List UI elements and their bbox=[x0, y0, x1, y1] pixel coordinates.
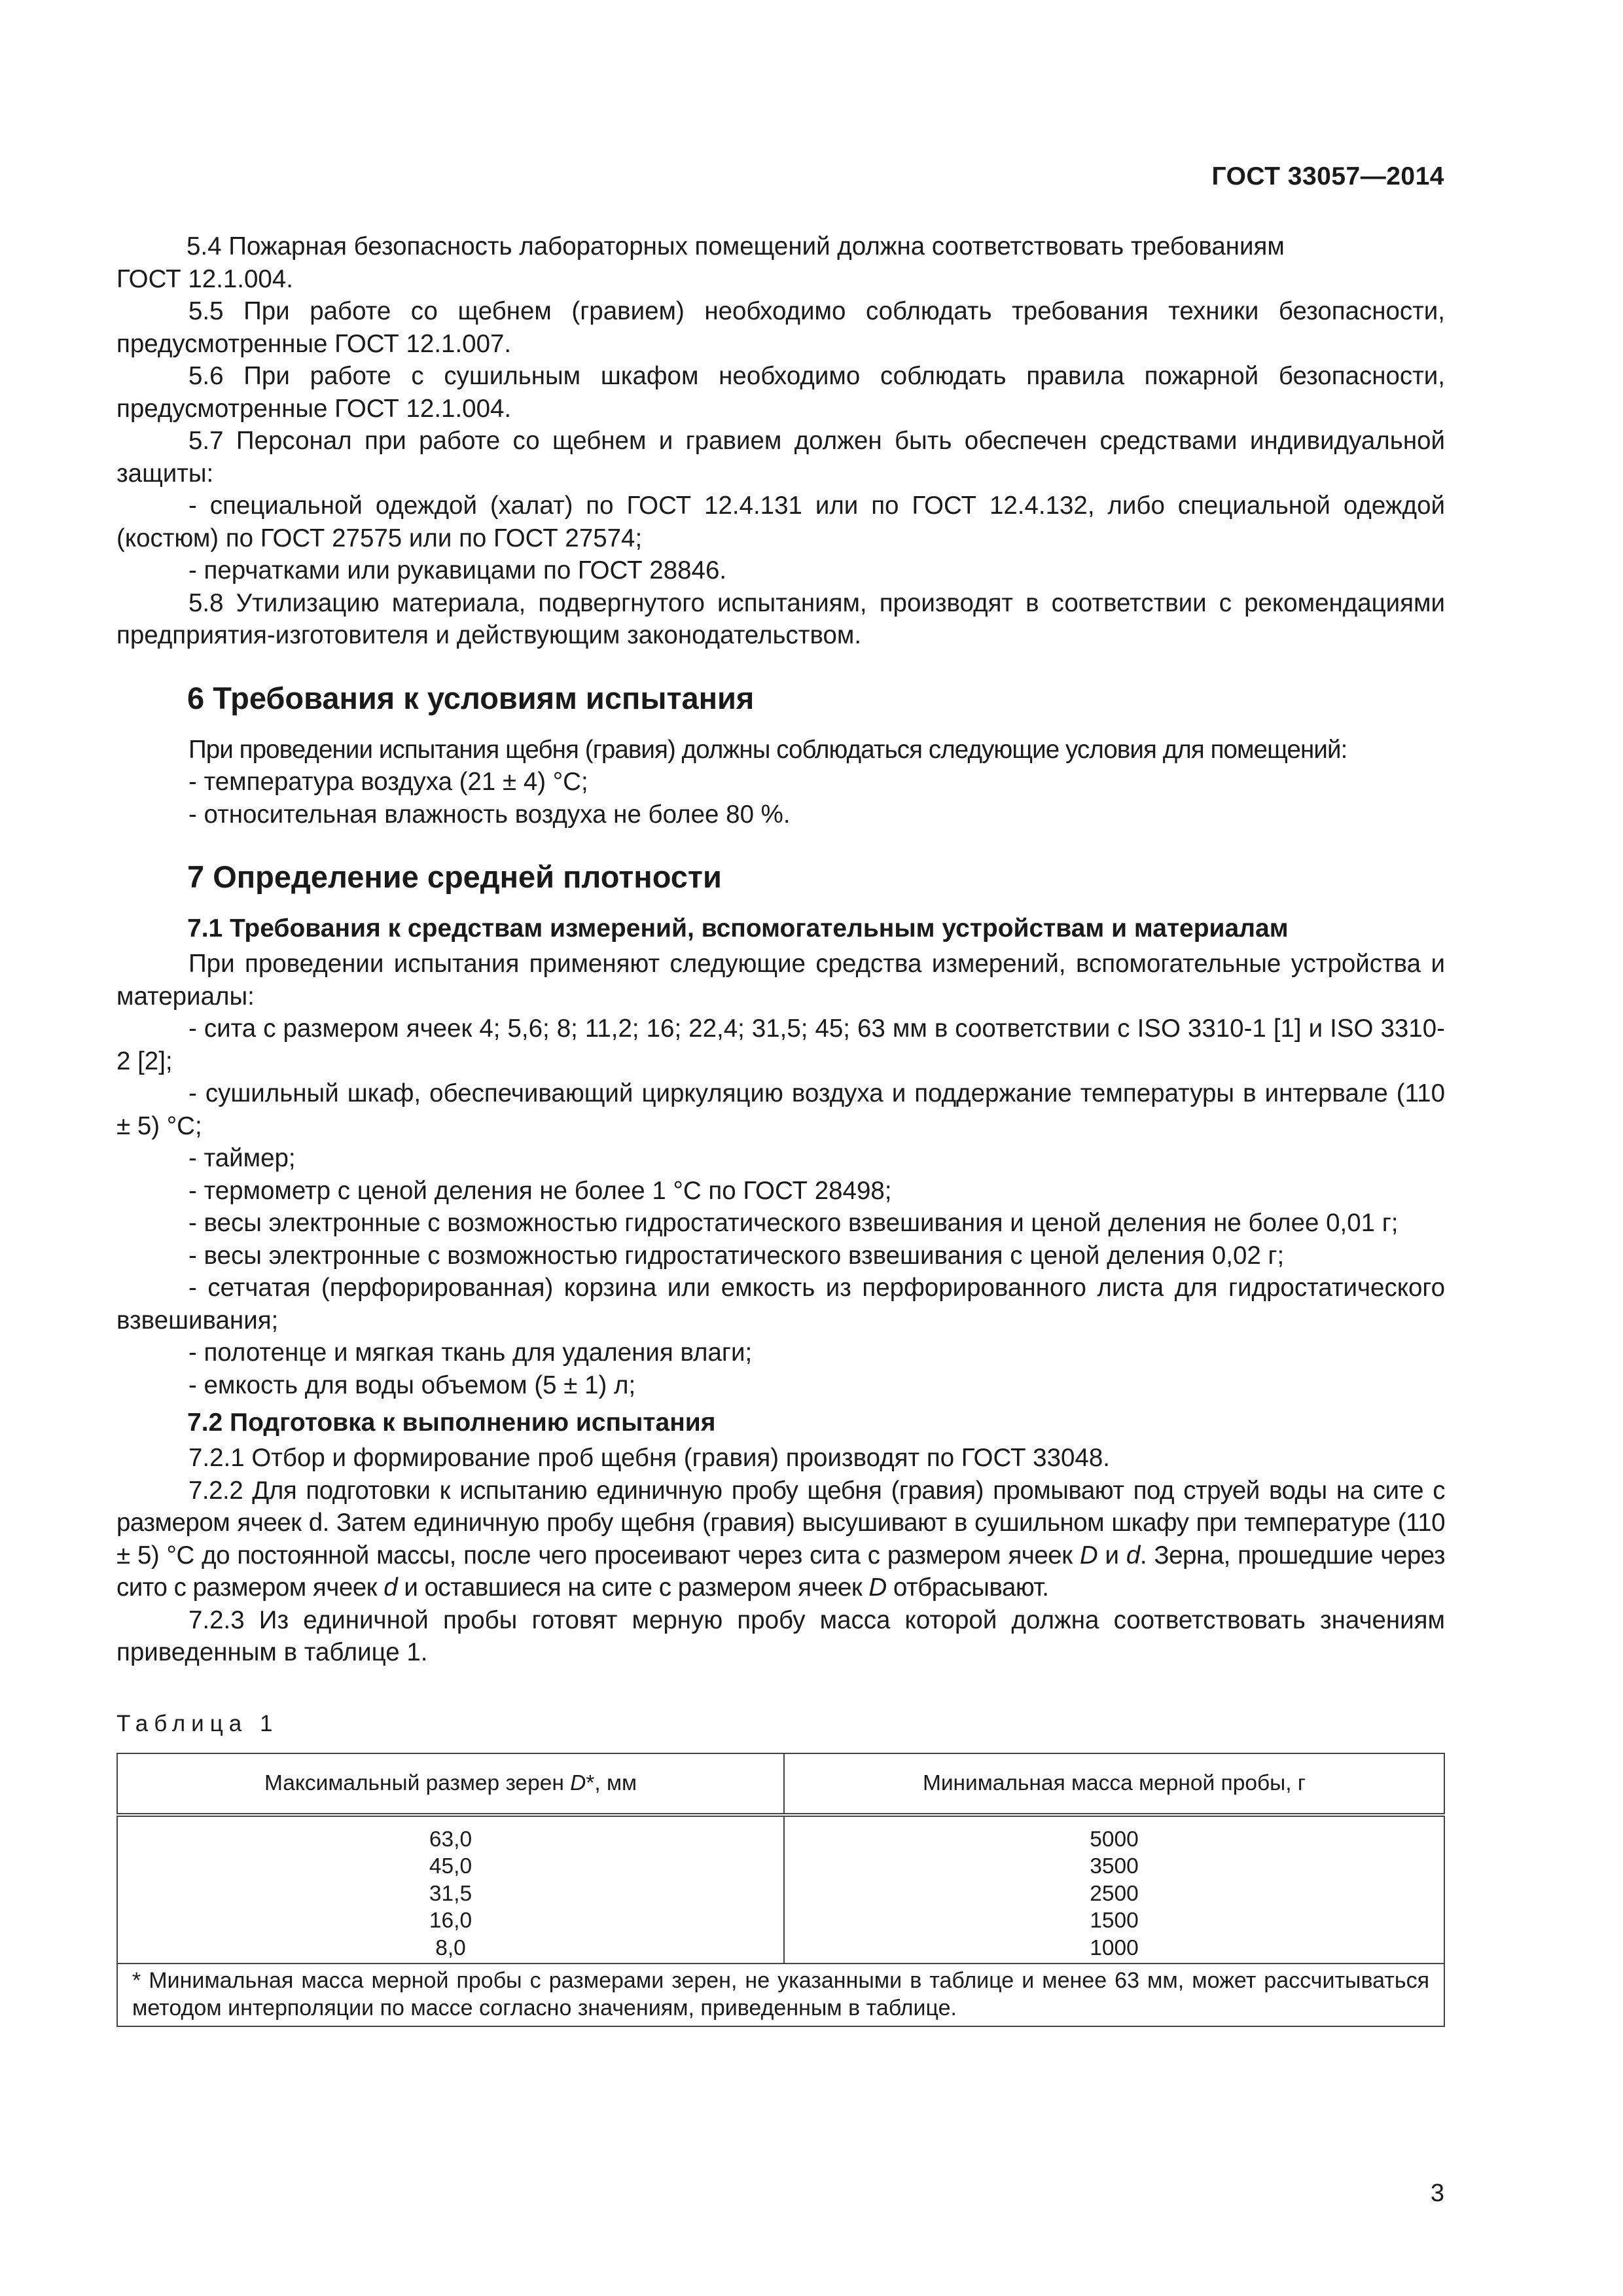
paragraph-5-4: 5.4 Пожарная безопасность лабораторных помещений должна соответствовать требованиям ГОСТ 12.1.004. bbox=[116, 232, 1285, 293]
table-caption: Таблица 1 bbox=[116, 1710, 279, 1736]
table-1 bbox=[116, 1753, 1445, 2028]
list-item-timer: - таймер; bbox=[188, 1144, 296, 1172]
list-item-basket: - сетчатая (перфорированная) корзина или емкость из перфорированного листа для гидростатического взвешивания; bbox=[116, 1274, 1445, 1335]
list-item-scales-002: - весы электронные с возможностью гидростатического взвешивания с ценой деления 0,02 г; bbox=[188, 1241, 1285, 1270]
section-7-2-heading: 7.2 Подготовка к выполнению испытания bbox=[187, 1408, 716, 1437]
page-number: 3 bbox=[1430, 2179, 1444, 2207]
table-cell: 8,0 bbox=[435, 1935, 466, 1960]
table-header-max-grain-size: Максимальный размер зерен D*, мм bbox=[117, 1753, 784, 1815]
section-7-heading: 7 Определение средней плотности bbox=[187, 859, 722, 894]
table-cell: 31,5 bbox=[429, 1881, 473, 1906]
table-cell: 45,0 bbox=[429, 1854, 473, 1878]
section-6-heading: 6 Требования к условиям испытания bbox=[187, 680, 755, 715]
paragraph-7-2-2: 7.2.2 Для подготовки к испытанию единичную пробу щебня (гравия) промывают под струей воды на сите с размером ячеек d. Затем единичную пробу щебня (гравия) высушивают в сушильном шкафу при температуре (110 ± 5) °C до постоянной массы, после чего просеивают через сита с размером ячеек D и d. Зерна, прошедшие через сито с размером ячеек d и оставшиеся на сите с размером ячеек D отбрасывают. bbox=[116, 1476, 1445, 1602]
paragraph-5-5: 5.5 При работе со щебнем (гравием) необходимо соблюдать требования техники безопасности, предусмотренные ГОСТ 12.1.007. bbox=[116, 297, 1445, 358]
list-item-clothing: - специальной одеждой (халат) по ГОСТ 12.4.131 или по ГОСТ 12.4.132, либо специальной одеждой (костюм) по ГОСТ 27575 или по ГОСТ 27574; bbox=[116, 492, 1445, 552]
page-content bbox=[116, 230, 1445, 2027]
list-item-temperature: - температура воздуха (21 ± 4) °C; bbox=[188, 768, 588, 796]
list-item-gloves: - перчатками или рукавицами по ГОСТ 28846. bbox=[188, 556, 727, 584]
section-6-intro: При проведении испытания щебня (гравия) должны соблюдаться следующие условия для помещений: bbox=[188, 735, 1347, 764]
table-footnote-row bbox=[117, 1964, 1444, 2026]
list-item-towel: - полотенце и мягкая ткань для удаления влаги; bbox=[188, 1338, 753, 1367]
table-cell: 16,0 bbox=[429, 1909, 473, 1933]
sample-mass-column bbox=[784, 1815, 1444, 1964]
paragraph-7-2-3: 7.2.3 Из единичной пробы готовят мерную пробу масса которой должна соответствовать значениям приведенным в таблице 1. bbox=[116, 1605, 1445, 1666]
table-cell: 1000 bbox=[1090, 1935, 1139, 1960]
paragraph-5-7: 5.7 Персонал при работе со щебнем и гравием должен быть обеспечен средствами индивидуальной защиты: bbox=[116, 427, 1445, 488]
table-cell: 2500 bbox=[1090, 1881, 1139, 1906]
list-item-scales-001: - весы электронные с возможностью гидростатического взвешивания и ценой деления не более 0,01 г; bbox=[188, 1209, 1399, 1237]
section-7-1-heading: 7.1 Требования к средствам измерений, вспомогательным устройствам и материалам bbox=[187, 914, 1289, 942]
list-item-humidity: - относительная влажность воздуха не более 80 %. bbox=[188, 800, 791, 829]
table-header-row bbox=[117, 1753, 1444, 1815]
paragraph-5-6: 5.6 При работе с сушильным шкафом необходимо соблюдать правила пожарной безопасности, предусмотренные ГОСТ 12.1.004. bbox=[116, 362, 1445, 423]
table-cell: 63,0 bbox=[429, 1827, 473, 1852]
paragraph-7-2-1: 7.2.1 Отбор и формирование проб щебня (гравия) производят по ГОСТ 33048. bbox=[188, 1444, 1110, 1472]
table-data-row bbox=[117, 1815, 1444, 1964]
list-item-thermometer: - термометр с ценой деления не более 1 °C по ГОСТ 28498; bbox=[188, 1176, 892, 1205]
list-item-sieves: - сита с размером ячеек 4; 5,6; 8; 11,2; 16; 22,4; 31,5; 45; 63 мм в соответствии с ISO 3310-1 [1] и ISO 3310-2 [2]; bbox=[116, 1014, 1445, 1075]
section-7-1-intro: При проведении испытания применяют следующие средства измерений, вспомогательные устройства и материалы: bbox=[116, 950, 1445, 1011]
grain-size-column bbox=[117, 1815, 784, 1964]
table-footnote: * Минимальная масса мерной пробы с размерами зерен, не указанными в таблице и менее 63 мм, может рассчитываться методом интерполяции по массе согласно значениям, приведенным в таблице. bbox=[117, 1964, 1444, 2026]
table-header-min-sample-mass: Минимальная масса мерной пробы, г bbox=[784, 1753, 1444, 1815]
table-cell: 3500 bbox=[1090, 1854, 1139, 1878]
table-cell: 1500 bbox=[1090, 1909, 1139, 1933]
table-cell: 5000 bbox=[1090, 1827, 1139, 1852]
list-item-water-container: - емкость для воды объемом (5 ± 1) л; bbox=[188, 1371, 636, 1399]
paragraph-5-8: 5.8 Утилизацию материала, подвергнутого испытаниям, производят в соответствии с рекомендациями предприятия-изготовителя и действующим законодательством. bbox=[116, 588, 1445, 649]
list-item-oven: - сушильный шкаф, обеспечивающий циркуляцию воздуха и поддержание температуры в интервале (110 ± 5) °C; bbox=[116, 1079, 1445, 1140]
document-header: ГОСТ 33057—2014 bbox=[1211, 162, 1444, 190]
